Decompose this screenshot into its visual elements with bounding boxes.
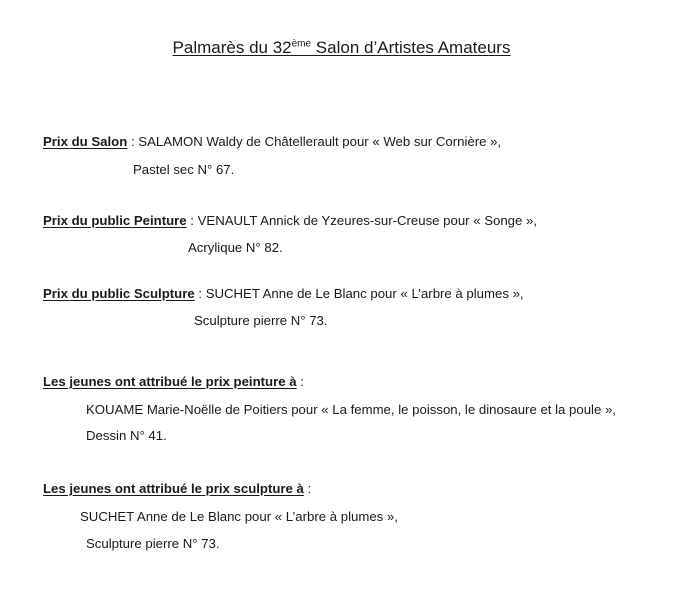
award-label: Prix du Salon (43, 134, 128, 149)
award-winner: VENAULT Annick de Yzeures-sur-Creuse pour « Songe », (197, 213, 538, 228)
award-detail: Sculpture pierre N° 73. (194, 313, 328, 328)
award-detail: Pastel sec N° 67. (133, 162, 235, 177)
award-jeunes-peinture (43, 374, 304, 389)
award-detail: Dessin N° 41. (86, 428, 167, 443)
award-label: Prix du public Peinture (43, 213, 187, 228)
award-prix-public-sculpture (43, 286, 524, 301)
award-label: Les jeunes ont attribué le prix sculpture à (43, 481, 304, 496)
award-label: Les jeunes ont attribué le prix peinture à (43, 374, 297, 389)
title-text (173, 38, 511, 57)
award-winner: SUCHET Anne de Le Blanc pour « L’arbre à plumes », (80, 509, 398, 524)
title-rest: Salon d’Artistes Amateurs (311, 38, 511, 57)
award-separator: : (296, 374, 304, 389)
award-winner: SUCHET Anne de Le Blanc pour « L’arbre à plumes », (205, 286, 524, 301)
award-prix-du-salon (43, 134, 501, 149)
title-main: Palmarès du 32 (172, 38, 292, 57)
award-separator: : (194, 286, 206, 301)
award-separator: : (303, 481, 312, 496)
award-winner: KOUAME Marie-Noëlle de Poitiers pour « La femme, le poisson, le dinosaure et la poule », (86, 402, 616, 417)
award-separator: : (127, 134, 139, 149)
page-title (0, 38, 683, 58)
award-separator: : (186, 213, 198, 228)
award-winner: SALAMON Waldy de Châtellerault pour « Web sur Cornière », (138, 134, 502, 149)
award-jeunes-sculpture (43, 481, 311, 496)
title-superscript: ème (291, 38, 312, 50)
award-label: Prix du public Sculpture (43, 286, 195, 301)
award-detail: Acrylique N° 82. (188, 240, 283, 255)
award-detail: Sculpture pierre N° 73. (86, 536, 220, 551)
award-prix-public-peinture (43, 213, 537, 228)
